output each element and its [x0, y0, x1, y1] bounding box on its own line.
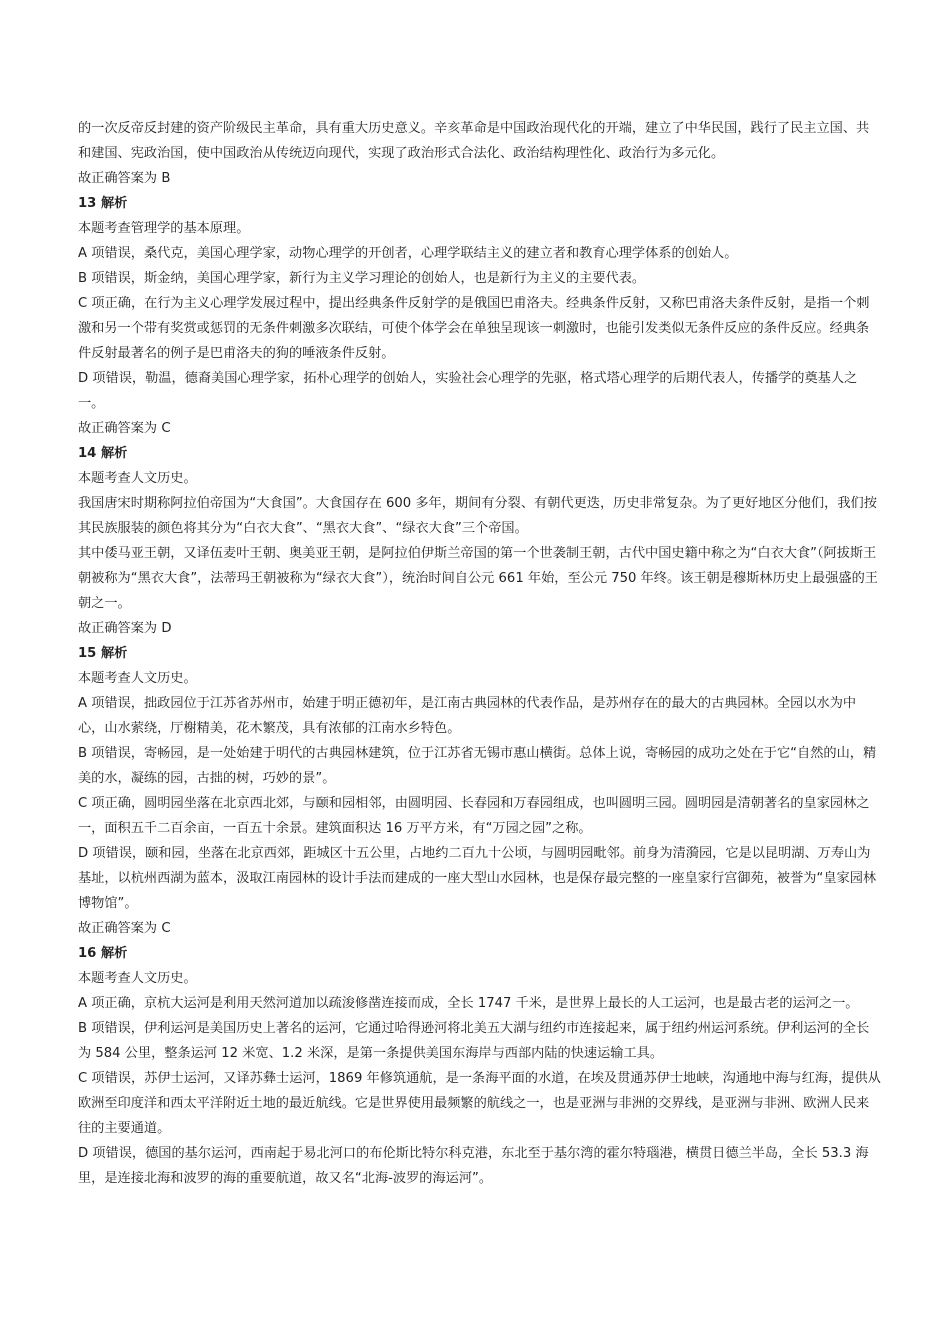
paragraph: 其中倭马亚王朝，又译伍麦叶王朝、奥美亚王朝，是阿拉伯伊斯兰帝国的第一个世袭制王朝，古代中国史籍中称之为“白衣大食”（阿拔斯王朝被称为“黑衣大食”，法蒂玛王朝被称为“绿衣大食”），统治时间自公元 661 年始，至公元 750 年终。该王朝是穆斯林历史上最强盛的王朝之一。 [78, 546, 878, 611]
section-heading: 14 解析 [78, 446, 128, 461]
document-page [78, 116, 882, 1191]
paragraph: A 项错误，拙政园位于江苏省苏州市，始建于明正德初年，是江南古典园林的代表作品，是苏州存在的最大的古典园林。全园以水为中心，山水萦绕，厅榭精美，花木繁茂，具有浓郁的江南水乡特色。 [78, 696, 857, 736]
paragraph: 本题考查人文历史。 [78, 471, 197, 486]
paragraph: C 项正确，在行为主义心理学发展过程中，提出经典条件反射学的是俄国巴甫洛夫。经典条件反射，又称巴甫洛夫条件反射，是指一个刺激和另一个带有奖赏或惩罚的无条件刺激多次联结，可使个体学会在单独呈现该一刺激时，也能引发类似无条件反应的条件反应。经典条件反射最著名的例子是巴甫洛夫的狗的唾液条件反射。 [78, 296, 870, 361]
paragraph: A 项错误，桑代克，美国心理学家，动物心理学的开创者，心理学联结主义的建立者和教育心理学体系的创始人。 [78, 246, 738, 261]
paragraph: B 项错误，斯金纳，美国心理学家，新行为主义学习理论的创始人，也是新行为主义的主要代表。 [78, 271, 646, 286]
answer-line: 故正确答案为 C [78, 921, 171, 936]
answer-line: 故正确答案为 C [78, 421, 171, 436]
answer-line: 故正确答案为 D [78, 621, 172, 636]
paragraph: 我国唐宋时期称阿拉伯帝国为“大食国”。大食国存在 600 多年，期间有分裂、有朝代更迭，历史非常复杂。为了更好地区分他们，我们按其民族服装的颜色将其分为“白衣大食”、“黑衣大食”、“绿衣大食”三个帝国。 [78, 496, 877, 536]
paragraph: 本题考查人文历史。 [78, 671, 197, 686]
paragraph: 的一次反帝反封建的资产阶级民主革命，具有重大历史意义。辛亥革命是中国政治现代化的开端，建立了中华民国，践行了民主立国、共和建国、宪政治国，使中国政治从传统迈向现代，实现了政治形式合法化、政治结构理性化、政治行为多元化。 [78, 121, 870, 161]
section-heading: 16 解析 [78, 946, 128, 961]
paragraph: 本题考查管理学的基本原理。 [78, 221, 250, 236]
paragraph: 本题考查人文历史。 [78, 971, 197, 986]
answer-line: 故正确答案为 B [78, 171, 171, 186]
paragraph: B 项错误，伊利运河是美国历史上著名的运河，它通过哈得逊河将北美五大湖与纽约市连接起来，属于纽约州运河系统。伊利运河的全长为 584 公里，整条运河 12 米宽、1.2 米深，是第一条提供美国东海岸与西部内陆的快速运输工具。 [78, 1021, 870, 1061]
section-heading: 15 解析 [78, 646, 128, 661]
paragraph: A 项正确，京杭大运河是利用天然河道加以疏浚修凿连接而成，全长 1747 千米，是世界上最长的人工运河，也是最古老的运河之一。 [78, 996, 859, 1011]
paragraph: C 项错误，苏伊士运河，又译苏彝士运河，1869 年修筑通航，是一条海平面的水道，在埃及贯通苏伊士地峡，沟通地中海与红海，提供从欧洲至印度洋和西太平洋附近土地的最近航线。它是世界使用最频繁的航线之一，也是亚洲与非洲的交界线，是亚洲与非洲、欧洲人民来往的主要通道。 [78, 1071, 881, 1136]
paragraph: D 项错误，颐和园，坐落在北京西郊，距城区十五公里，占地约二百九十公顷，与圆明园毗邻。前身为清漪园，它是以昆明湖、万寿山为基址，以杭州西湖为蓝本，汲取江南园林的设计手法而建成的一座大型山水园林，也是保存最完整的一座皇家行宫御苑，被誉为“皇家园林博物馆”。 [78, 846, 877, 911]
section-heading: 13 解析 [78, 196, 128, 211]
paragraph: D 项错误，德国的基尔运河，西南起于易北河口的布伦斯比特尔科克港，东北至于基尔湾的霍尔特瑙港，横贯日德兰半岛，全长 53.3 海里，是连接北海和波罗的海的重要航道，故又名“北海-波罗的海运河”。 [78, 1146, 869, 1186]
paragraph: D 项错误，勒温，德裔美国心理学家，拓朴心理学的创始人，实验社会心理学的先驱，格式塔心理学的后期代表人，传播学的奠基人之一。 [78, 371, 858, 411]
paragraph: B 项错误，寄畅园，是一处始建于明代的古典园林建筑，位于江苏省无锡市惠山横街。总体上说，寄畅园的成功之处在于它“自然的山，精美的水，凝练的园，古拙的树，巧妙的景”。 [78, 746, 877, 786]
paragraph: C 项正确，圆明园坐落在北京西北郊，与颐和园相邻，由圆明园、长春园和万春园组成，也叫圆明三园。圆明园是清朝著名的皇家园林之一，面积五千二百余亩，一百五十余景。建筑面积达 16 万平方米，有“万园之园”之称。 [78, 796, 870, 836]
